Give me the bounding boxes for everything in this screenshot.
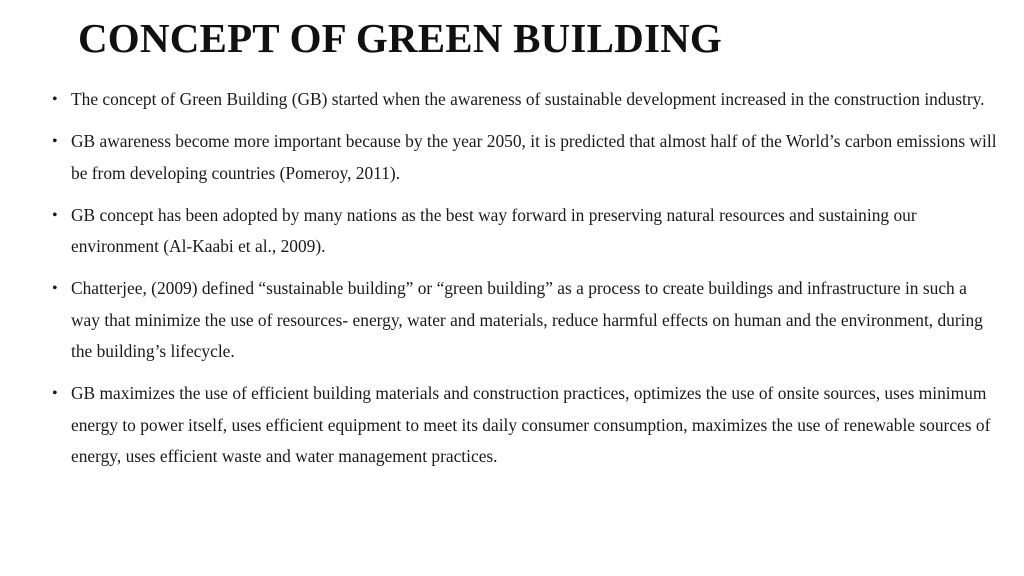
bullet-item xyxy=(50,378,1000,473)
bullet-marker: • xyxy=(52,91,58,108)
bullet-marker: • xyxy=(52,280,58,297)
bullet-item xyxy=(50,200,1000,263)
bullet-marker: • xyxy=(52,385,58,402)
bullet-text: GB awareness become more important because by the year 2050, it is predicted that almost half of the World’s carbon emissions will be from developing countries (Pomeroy, 2011). xyxy=(71,131,997,183)
bullet-item xyxy=(50,126,1000,189)
slide-title: CONCEPT OF GREEN BUILDING xyxy=(78,15,723,61)
bullet-text: Chatterjee, (2009) defined “sustainable building” or “green building” as a process to create buildings and infrastructure in such a way that minimize the use of resources- energy, water and materials, reduce harmful effects on human and the environment, during the building’s lifecycle. xyxy=(71,278,983,361)
bullet-item xyxy=(50,84,1000,116)
bullet-list xyxy=(50,84,1000,483)
bullet-item xyxy=(50,273,1000,368)
bullet-text: GB maximizes the use of efficient building materials and construction practices, optimizes the use of onsite sources, uses minimum energy to power itself, uses efficient equipment to meet its daily consumer consumption, maximizes the use of renewable sources of energy, uses efficient waste and water management practices. xyxy=(71,383,991,466)
bullet-text: GB concept has been adopted by many nations as the best way forward in preserving natural resources and sustaining our environment (Al-Kaabi et al., 2009). xyxy=(71,204,917,256)
bullet-marker: • xyxy=(52,133,58,150)
bullet-text: The concept of Green Building (GB) started when the awareness of sustainable development increased in the construction industry. xyxy=(71,89,985,109)
bullet-marker: • xyxy=(52,206,58,224)
